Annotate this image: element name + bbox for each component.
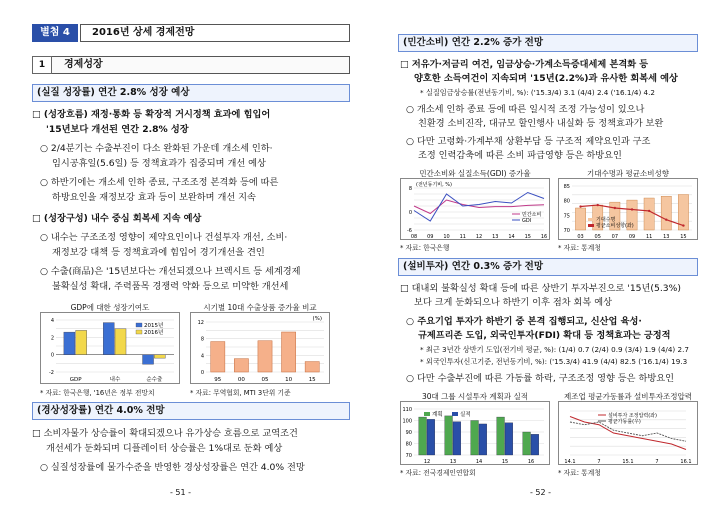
y-tick-label: 0 <box>50 352 54 359</box>
chart-capacity-utilization <box>558 401 698 465</box>
x-tick-label: 15 <box>524 234 531 240</box>
chart1-source: * 자료: 한국은행, '16년은 정부 전망치 <box>40 389 155 397</box>
para-h2-2: 하방요인을 재정보강 효과 등이 보완하며 개선 지속 <box>52 192 256 203</box>
x-tick-label: 05 <box>594 234 601 240</box>
chart-gdp-contribution <box>40 312 180 384</box>
y-tick-label: 2 <box>50 335 54 342</box>
note-fdi: * 외국인투자(신고기준, 전년동기비, %): ('15.3/4) 41.9 (4/4) 82.5 ('16.1/4) 19.3 <box>420 357 688 366</box>
bar <box>479 424 487 455</box>
para-growth-2: '15년보다 개선된 연간 2.8% 성장 <box>46 124 189 135</box>
legend-swatch <box>588 218 594 221</box>
x-tick-label: 7 <box>597 459 601 465</box>
legend-label: GDI <box>522 218 532 224</box>
bar <box>103 323 114 355</box>
chart3-title: 민간소비와 실질소득(GDI) 증가율 <box>419 169 531 178</box>
para-income-2: 양호한 소득여건이 지속되며 '15년(2.2%)과 유사한 회복세 예상 <box>414 73 678 84</box>
data-point <box>665 219 667 221</box>
subsection-title: (경상성장률) 연간 4.0% 전망 <box>37 405 165 416</box>
x-tick-label: 14 <box>475 459 483 465</box>
y-tick-label: 12 <box>197 320 204 326</box>
x-tick-label: 15 <box>680 234 687 240</box>
doc-title: 2016년 상세 경제전망 <box>92 27 195 38</box>
chart-unit: (전년동기비, %) <box>416 182 452 188</box>
bar <box>211 342 225 372</box>
x-tick-label: 순수출 <box>146 377 163 383</box>
bar <box>76 330 87 354</box>
x-tick-label: 14 <box>508 234 515 240</box>
page-number: - 51 - <box>170 488 192 497</box>
data-point <box>631 208 633 210</box>
subsection-header-nominal <box>32 402 350 420</box>
para-tax-1: ○ 개소세 인하 종료 등에 따른 일시적 조정 가능성이 있으나 <box>406 104 645 115</box>
x-tick-label: 12 <box>475 234 483 240</box>
bar <box>497 417 505 455</box>
x-tick-label: 15 <box>501 459 509 465</box>
y-tick-label: 0 <box>200 370 204 376</box>
subsection-header-gdp <box>32 84 350 102</box>
section-number: 1 <box>32 56 52 74</box>
para-prices-2: 개선세가 둔화되며 디플레이터 상승률은 1%대로 둔화 예상 <box>46 443 283 454</box>
chart5-source: * 자료: 전국경제인연합회 <box>400 469 476 477</box>
x-tick-label: 13 <box>449 459 457 465</box>
para-q2-2: 임시공휴일(5.6일) 등 정책효과가 집중되며 개선 예상 <box>52 158 266 169</box>
x-tick-label: 내수 <box>109 377 121 383</box>
x-tick-label: 15.1 <box>622 459 634 465</box>
y-tick-label: 80 <box>405 441 412 448</box>
x-tick-label: 09 <box>427 234 434 240</box>
chart5-title: 30대 그룹 시설투자 계획과 실적 <box>421 392 529 401</box>
bar <box>419 417 427 455</box>
y-tick-label: 90 <box>405 430 412 436</box>
para-downside: ○ 다만 수출부진에 따른 가동률 하락, 구조조정 영향 등은 하방요인 <box>406 373 674 384</box>
y-tick-label: 70 <box>405 453 412 459</box>
x-tick-label: 95 <box>214 377 222 383</box>
data-point <box>682 224 684 226</box>
legend-swatch <box>424 412 430 416</box>
legend-label: 2015년 <box>144 323 164 329</box>
para-invest-1: □ 대내외 불확실성 확대 등에 따른 상반기 투자부진으로 '15년(5.3%) <box>400 283 681 294</box>
y-tick-label: -2 <box>49 370 54 376</box>
x-tick-label: 16 <box>540 234 548 240</box>
subsection-title: (실질 성장률) 연간 2.8% 성장 예상 <box>37 87 190 98</box>
bar <box>644 198 654 230</box>
legend-label: 설비투자 조정압력(좌) <box>608 413 657 419</box>
chart4-source: * 자료: 통계청 <box>558 244 601 252</box>
legend-label: 기대수명 <box>596 217 616 223</box>
para-prices-1: □ 소비자물가 상승률이 확대되겠으나 유가상승 흐름으로 교역조건 <box>32 428 298 439</box>
para-domestic-2: 재정보강 대책 등 정책효과에 힘입어 경기개선을 견인 <box>52 247 265 258</box>
para-tax-2: 친환경 소비진작, 대규모 할인행사 내실화 등 정책효과가 보완 <box>418 118 664 129</box>
legend-swatch <box>588 224 594 227</box>
y-tick-label: 8 <box>200 336 204 343</box>
bar <box>234 359 248 372</box>
para-export-2: 불확실성 확대, 주력품목 경쟁력 약화 등으로 미약한 개선세 <box>52 281 289 292</box>
data-point <box>579 205 581 207</box>
para-income-1: □ 저유가·저금리 여건, 임금상승·가계소득증대세제 본격화 등 <box>400 59 649 70</box>
bar <box>115 329 126 355</box>
bar <box>523 432 531 455</box>
para-export-1: ○ 수출(商品)은 '15년보다는 개선되겠으나 브렉시트 등 세계경제 <box>40 266 301 277</box>
bar <box>427 419 435 455</box>
legend-swatch <box>136 330 142 334</box>
legend-label: 2016년 <box>144 330 164 336</box>
x-tick-label: 10 <box>285 377 293 383</box>
y-tick-label: 80 <box>563 198 570 205</box>
para-h2-1: ○ 하반기에는 개소세 인하 종료, 구조조정 본격화 등에 따른 <box>40 177 279 188</box>
para-aging-2: 조정 인력감축에 따른 소비 파급영향 등은 하방요인 <box>418 150 622 161</box>
bar <box>154 355 165 358</box>
x-tick-label: 08 <box>410 234 418 240</box>
chart3-source: * 자료: 한국은행 <box>400 244 450 252</box>
legend-swatch <box>136 323 142 327</box>
note-wages: * 실질임금상승률(전년동기비, %): ('15.3/4) 3.1 (4/4) 2.4 ('16.1/4) 4.2 <box>420 88 655 97</box>
x-tick-label: 13 <box>663 234 670 240</box>
chart-life-expectancy <box>558 178 698 240</box>
bar <box>575 208 585 230</box>
x-tick-label: 07 <box>611 234 619 240</box>
bar <box>505 423 513 455</box>
x-tick-label: 00 <box>237 377 245 383</box>
para-firms-1: ○ 주요기업 투자가 하반기 중 본격 집행되고, 신산업 육성· <box>406 316 642 327</box>
y-tick-label: 85 <box>563 184 570 190</box>
chart6-source: * 자료: 통계청 <box>558 469 601 477</box>
x-tick-label: 09 <box>628 234 636 240</box>
data-point <box>597 204 599 206</box>
x-tick-label: 03 <box>577 234 584 240</box>
x-tick-label: 14.1 <box>564 459 576 465</box>
chart2-source: * 자료: 무역협회, MTI 3단위 기준 <box>190 389 291 397</box>
legend-label: 평균가동률(우) <box>608 419 641 425</box>
y-tick-label: 75 <box>563 213 570 220</box>
bar <box>445 416 453 455</box>
section-title: 경제성장 <box>64 59 103 70</box>
y-tick-label: 8 <box>408 186 412 192</box>
chart6-title: 제조업 평균가동률과 설비투자조정압력 <box>564 392 692 401</box>
bar <box>143 355 154 365</box>
x-tick-label: GDP <box>69 377 82 383</box>
para-aging-1: ○ 다만 고령화·가계부채 상환부담 등 구조적 제약요인과 구조 <box>406 136 651 147</box>
bar <box>471 421 479 456</box>
legend-swatch <box>452 412 458 416</box>
subsection-title: (민간소비) 연간 2.2% 증가 전망 <box>403 37 544 48</box>
y-tick-label: 100 <box>402 418 412 425</box>
bar <box>282 332 296 372</box>
x-tick-label: 11 <box>459 234 466 240</box>
y-tick-label: 110 <box>402 407 412 413</box>
para-invest-2: 보다 크게 둔화되으나 하반기 이후 점차 회복 예상 <box>414 297 612 308</box>
para-domestic-1: ○ 내수는 구조조정 영향이 제약요인이나 건설투자 개선, 소비· <box>40 232 288 243</box>
para-growth-1: □ (성장흐름) 재정·통화 등 확장적 거시정책 효과에 힘입어 <box>32 109 271 120</box>
chart-export-growth <box>190 312 330 384</box>
y-tick-label: 4 <box>50 318 54 324</box>
legend-label: 평균소비성향(좌) <box>596 223 634 229</box>
x-tick-label: 10 <box>443 234 450 240</box>
chart-consumption-gdi <box>400 178 550 240</box>
subsection-header-investment <box>398 258 698 276</box>
legend-label: 실적 <box>460 412 471 418</box>
x-tick-label: 11 <box>645 234 653 240</box>
legend-label: 계획 <box>432 412 443 418</box>
y-tick-label: 0 <box>408 210 412 216</box>
bar <box>661 196 671 230</box>
y-axis-label: (%) <box>312 316 322 322</box>
x-tick-label: 05 <box>261 377 269 383</box>
bar <box>64 332 75 355</box>
subsection-header-consumption <box>398 34 698 52</box>
subsection-title: (설비투자) 연간 0.3% 증가 전망 <box>403 261 544 272</box>
x-tick-label: 15 <box>308 377 316 383</box>
para-nominal: ○ 실질성장률에 물가수준을 반영한 경상성장률은 연간 4.0% 전망 <box>40 462 305 473</box>
bar <box>453 422 461 455</box>
page-52 <box>360 0 720 508</box>
chart-group-investment <box>400 401 550 465</box>
data-point <box>648 210 650 212</box>
bar <box>258 341 272 372</box>
chart2-title: 시기별 10대 수출상품 증가율 비교 <box>203 303 317 312</box>
x-tick-label: 16 <box>527 459 535 465</box>
y-tick-label: 4 <box>200 353 204 360</box>
legend-label: 민간소비 <box>522 212 542 218</box>
x-tick-label: 7 <box>655 459 659 465</box>
appendix-badge: 별첨 4 <box>32 24 78 42</box>
x-tick-label: 13 <box>492 234 499 240</box>
para-firms-2: 규제프리존 도입, 외국인투자(FDI) 확대 등 정책효과는 긍정적 <box>418 330 671 341</box>
y-tick-label: -6 <box>407 228 412 234</box>
bar <box>305 362 319 372</box>
para-q2-1: ○ 2/4분기는 수출부진이 다소 완화된 가운데 개소세 인하· <box>40 143 273 154</box>
note-intro: * 최근 3년간 상반기 도입(전기비 평균, %): (1/4) 0.7 (2/4) 0.9 (3/4) 1.9 (4/4) 2.7 <box>420 345 689 354</box>
data-point <box>614 207 616 209</box>
x-tick-label: 12 <box>423 459 431 465</box>
bar <box>531 434 539 455</box>
chart4-title: 기대수명과 평균소비성향 <box>586 169 670 178</box>
chart1-title: GDP에 대한 성장기여도 <box>70 303 150 312</box>
y-tick-label: 70 <box>563 228 570 234</box>
para-composition: □ (성장구성) 내수 중심 회복세 지속 예상 <box>32 213 202 224</box>
x-tick-label: 16.1 <box>680 459 692 465</box>
page-number: - 52 - <box>530 488 552 497</box>
